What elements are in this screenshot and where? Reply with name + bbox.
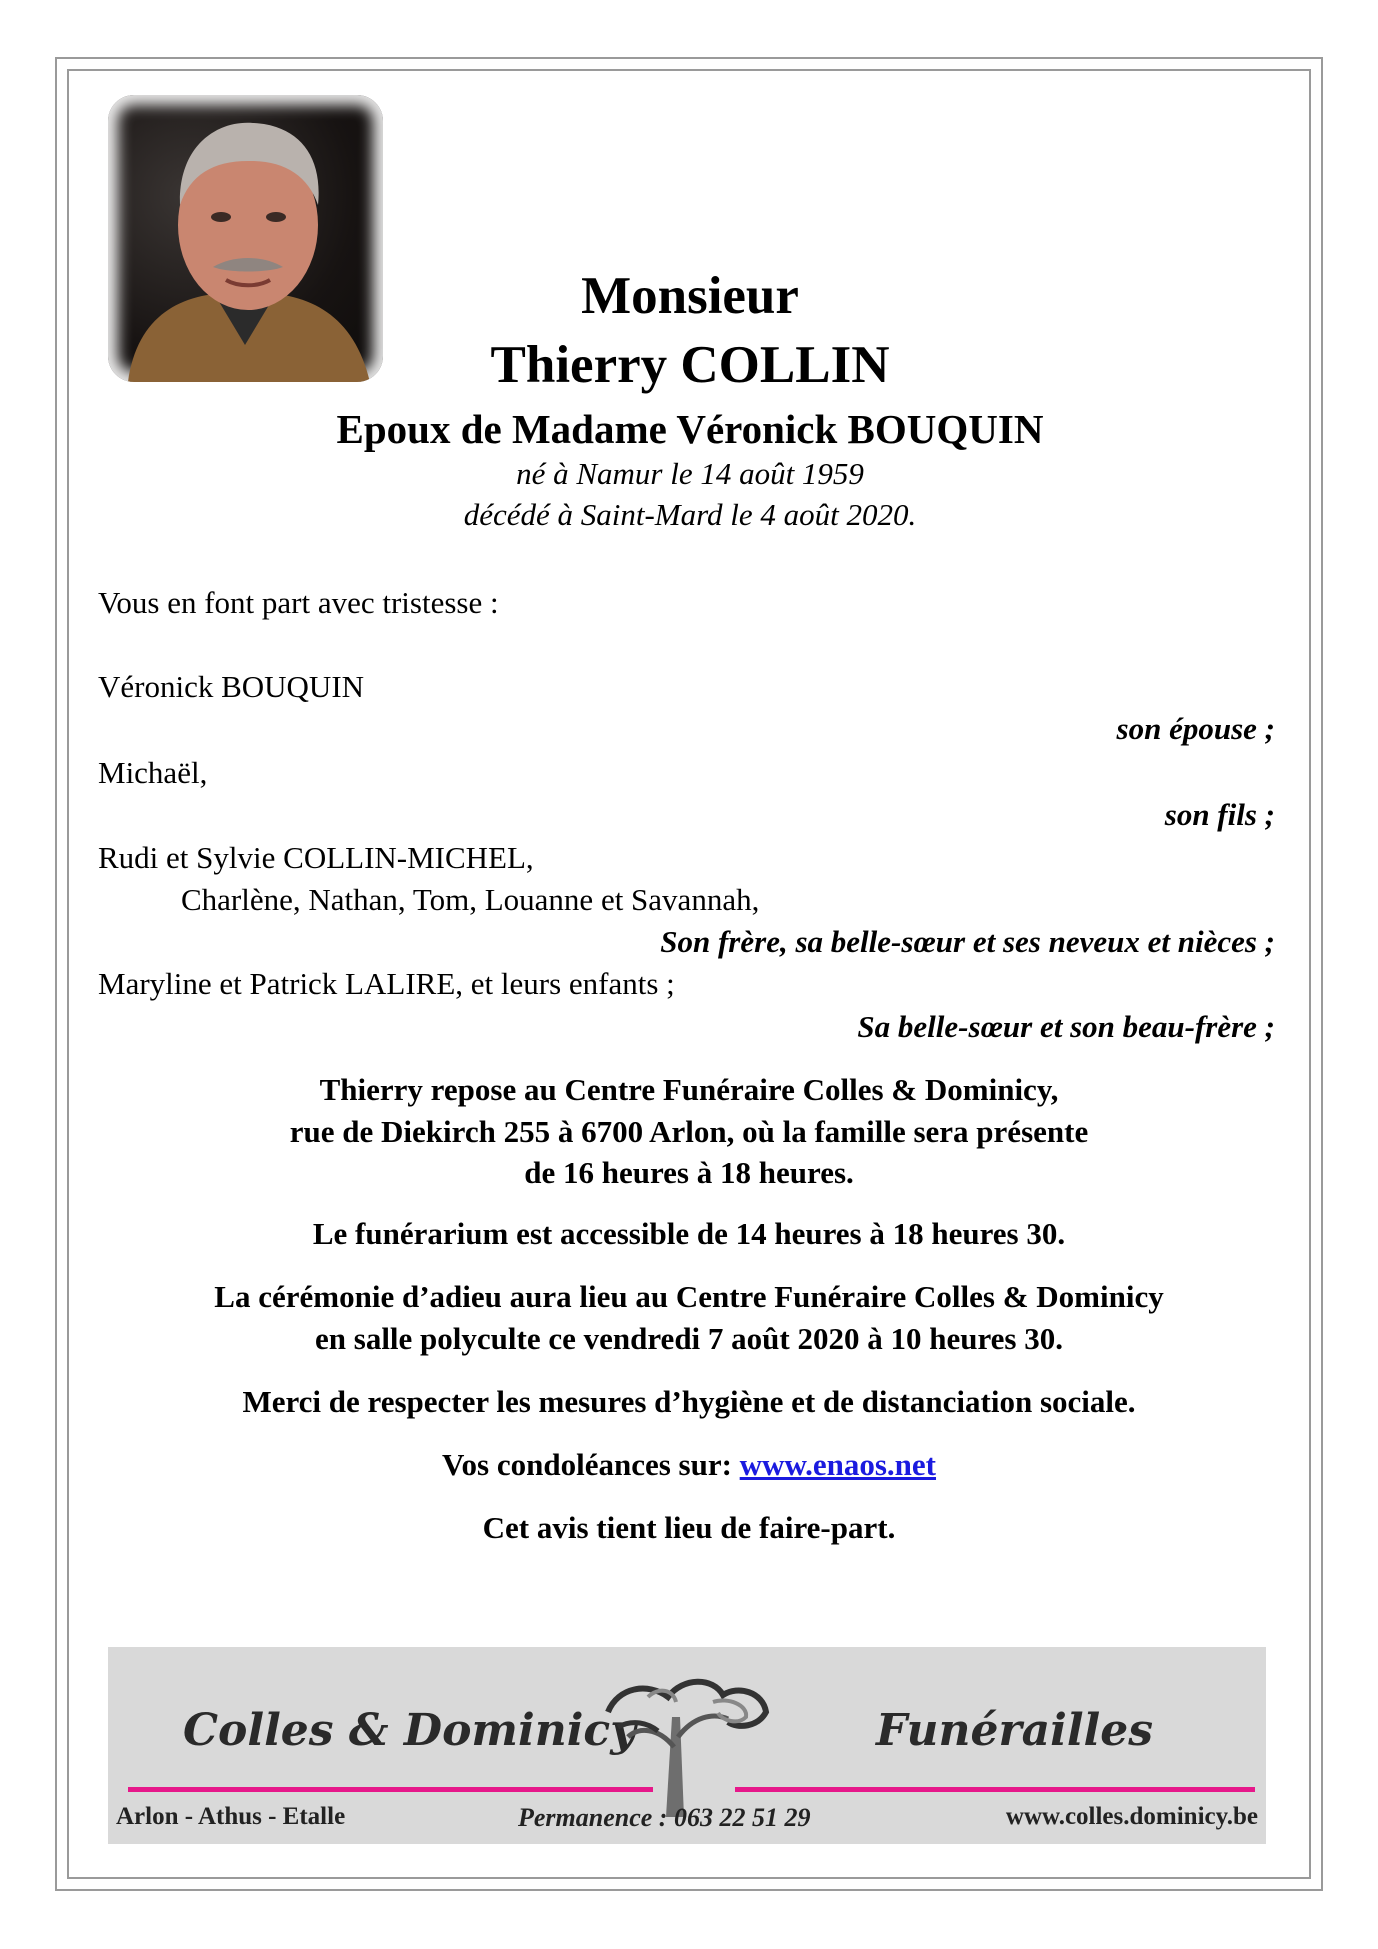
funeral-home-banner <box>108 1647 1266 1844</box>
accent-rule-left <box>128 1787 653 1792</box>
repose-line-2: rue de Diekirch 255 à 6700 Arlon, où la famille sera présente <box>289 1114 1089 1149</box>
salutation: Monsieur <box>581 267 799 325</box>
website-text: www.colles.dominicy.be <box>1005 1803 1258 1830</box>
brand-name: Colles & Dominicy <box>183 1705 636 1756</box>
family-relation: son fils ; <box>1164 797 1275 832</box>
repose-line-3: de 16 heures à 18 heures. <box>524 1155 854 1190</box>
condolences-link[interactable]: www.enaos.net <box>739 1447 937 1482</box>
family-names: Maryline et Patrick LALIRE, et leurs enfants ; <box>98 966 675 1001</box>
tree-logo-icon <box>588 1657 788 1827</box>
permanence-phone: Permanence : 063 22 51 29 <box>518 1803 811 1832</box>
ceremony-line-1: La cérémonie d’adieu aura lieu au Centre Funéraire Colles & Dominicy <box>214 1279 1164 1314</box>
family-relation: Sa belle-sœur et son beau-frère ; <box>857 1009 1275 1044</box>
accent-rule-right <box>735 1787 1255 1792</box>
family-relation: Son frère, sa belle-sœur et ses neveux et nièces ; <box>660 924 1275 959</box>
family-names: Michaël, <box>98 755 208 790</box>
condolences-label: Vos condoléances sur: <box>441 1447 740 1482</box>
faire-part-notice: Cet avis tient lieu de faire-part. <box>482 1510 896 1545</box>
death-line: décédé à Saint-Mard le 4 août 2020. <box>463 497 917 532</box>
deceased-name: Thierry COLLIN <box>490 336 890 394</box>
spouse-line: Epoux de Madame Véronick BOUQUIN <box>336 406 1044 452</box>
birth-line: né à Namur le 14 août 1959 <box>516 456 864 491</box>
ceremony-line-2: en salle polyculte ce vendredi 7 août 2020 à 10 heures 30. <box>315 1321 1063 1356</box>
repose-line-1: Thierry repose au Centre Funéraire Colles & Dominicy, <box>319 1072 1059 1107</box>
condolences-line <box>80 1444 1298 1486</box>
funerarium-hours: Le funérarium est accessible de 14 heures à 18 heures 30. <box>312 1216 1066 1251</box>
brand-tagline: Funérailles <box>876 1705 1154 1756</box>
hygiene-notice: Merci de respecter les mesures d’hygiène et de distanciation sociale. <box>242 1384 1136 1419</box>
family-names: Véronick BOUQUIN <box>98 669 365 704</box>
locations-text: Arlon - Athus - Etalle <box>116 1803 346 1830</box>
family-names: Rudi et Sylvie COLLIN-MICHEL, <box>98 840 534 875</box>
family-relation: son épouse ; <box>1116 711 1275 746</box>
intro-text: Vous en font part avec tristesse : <box>98 585 499 620</box>
family-sub-names: Charlène, Nathan, Tom, Louanne et Savannah, <box>181 882 760 917</box>
